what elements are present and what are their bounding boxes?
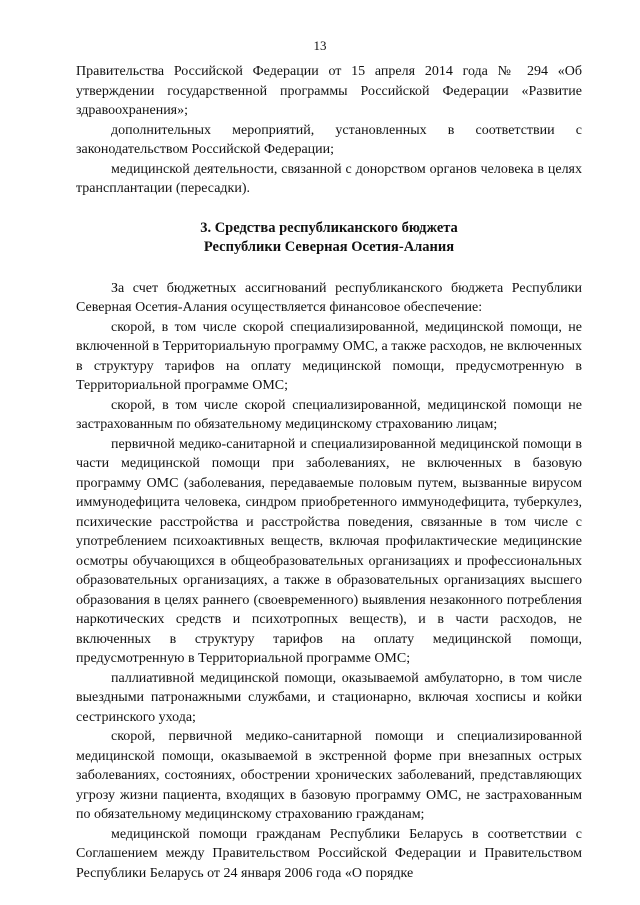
paragraph-budget-intro: За счет бюджетных ассигнований республиканского бюджета Республики Северная Осетия-Алания осуществляется финансовое обеспечение: [76, 280, 582, 315]
page-number: 13 [313, 38, 327, 53]
paragraph-belarus-citizens: медицинской помощи гражданам Республики Беларусь в соответствии с Соглашением между Правительством Российской Федерации и Правительством Республики Беларусь от 24 января 2006 года «О порядке [76, 826, 582, 881]
paragraph-urgent-care-uninsured: скорой, первичной медико-санитарной помощи и специализированной медицинской помощи, оказываемой в экстренной форме при внезапных острых заболеваниях, состояниях, обострении хронических заболеваний, представляющих угрозу жизни пациента, входящих в базовую программу ОМС, не застрахованным по обязательному медицинскому страхованию гражданам; [76, 729, 582, 822]
paragraph-government-decree: Правительства Российской Федерации от 15 апреля 2014 года № 294 «Об утверждении государственной программы Российской Федерации «Развитие здравоохранения»; [76, 64, 582, 118]
document-body [76, 62, 582, 883]
paragraph-organ-donation: медицинской деятельности, связанной с донорством органов человека в целях трансплантации (пересадки). [76, 161, 582, 196]
section-title-line1: 3. Средства республиканского бюджета [200, 219, 458, 236]
paragraph-primary-specialized-care: первичной медико-санитарной и специализированной медицинской помощи в части медицинской помощи при заболеваниях, не включенных в базовую программу ОМС (заболевания, передаваемые половым путем, вызванные вирусом иммунодефицита человека, синдром приобретенного иммунодефицита, туберкулез, психические расстройства и расстройства поведения, связанные в том числе с употреблением психоактивных веществ, включая профилактические медицинские осмотры обучающихся в общеобразовательных организациях и профессиональных образовательных организациях, а также в образовательных организациях высшего образования в целях раннего (своевременного) выявления незаконного потребления наркотических средств и психотропных веществ), и в части расходов, не включенных в структуру тарифов на оплату медицинской помощи, предусмотренную в Территориальной программе ОМС; [76, 436, 582, 666]
section-title-line2: Республики Северная Осетия-Алания [203, 238, 455, 255]
paragraph-palliative-care: паллиативной медицинской помощи, оказываемой амбулаторно, в том числе выездными патронажными службами, и стационарно, включая хосписы и койки сестринского ухода; [76, 670, 582, 725]
paragraph-emergency-care: скорой, в том числе скорой специализированной, медицинской помощи, не включенной в Территориальную программу ОМС, а также расходов, не включенных в структуру тарифов на оплату медицинской помощи, предусмотренную в Территориальной программе ОМС; [76, 319, 582, 393]
paragraph-additional-measures: дополнительных мероприятий, установленных в соответствии с законодательством Российской Федерации; [76, 122, 582, 157]
section-heading [76, 219, 582, 257]
paragraph-emergency-uninsured: скорой, в том числе скорой специализированной, медицинской помощи не застрахованным по обязательному медицинскому страхованию лицам; [76, 397, 582, 432]
